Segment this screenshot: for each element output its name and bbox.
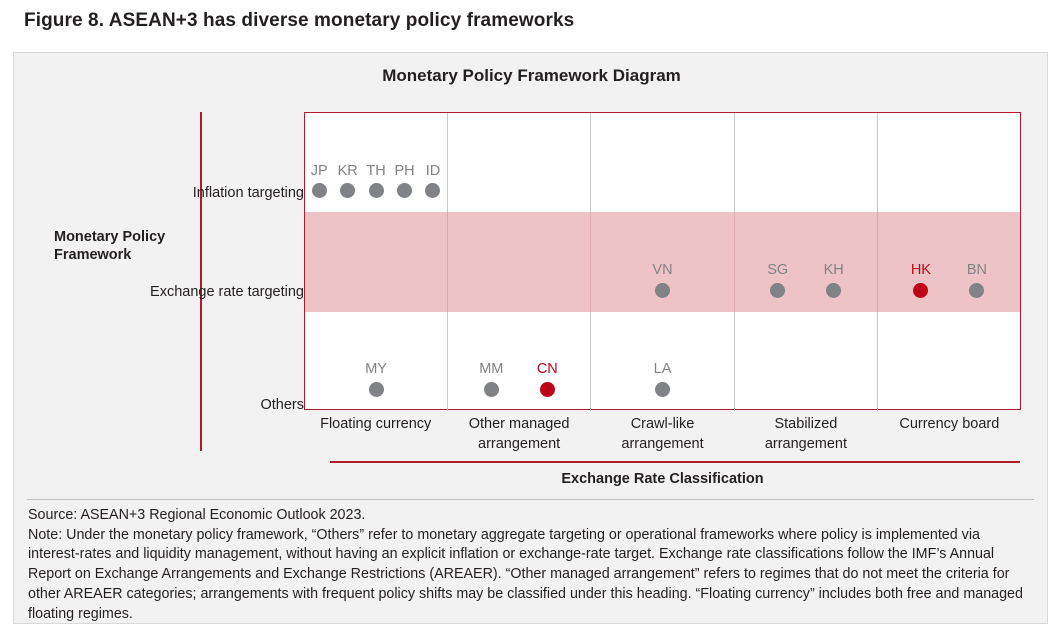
marker-group (448, 362, 590, 397)
x-category-crawl-like-arrangement: Crawl-like arrangement (621, 416, 704, 452)
marker-group (591, 263, 733, 298)
economy-label: SG (767, 262, 789, 279)
economy-dot-icon (969, 283, 984, 298)
economy-label: KR (337, 162, 358, 179)
source-note: Source: ASEAN+3 Regional Economic Outlook 2023. (28, 507, 366, 523)
cell-ert-floating (305, 212, 448, 311)
figure-title: Figure 8. ASEAN+3 has diverse monetary policy frameworks (24, 10, 575, 31)
cell-inflation-floating (305, 113, 448, 212)
economy-dot-icon (826, 283, 841, 298)
cell-others-other-managed (448, 312, 591, 411)
economy-dot-icon (655, 283, 670, 298)
economy-label: ID (425, 162, 441, 179)
marker-group (305, 164, 447, 199)
cell-inflation-other-managed (448, 113, 591, 212)
economy-marker (362, 164, 390, 199)
x-category-floating-currency: Floating currency (320, 416, 432, 432)
y-category-others: Others (260, 397, 304, 413)
economy-label: KH (823, 262, 844, 279)
x-category-other-managed-arrangement: Other managed arrangement (468, 416, 570, 452)
economy-marker (333, 164, 361, 199)
economy-label: VN (652, 262, 673, 279)
economy-label: TH (366, 162, 386, 179)
cell-others-stabilized (735, 312, 878, 411)
economy-marker (750, 263, 806, 298)
y-axis-title: Monetary Policy Framework (54, 229, 166, 264)
explanatory-note: Note: Under the monetary policy framework, “Others” refer to monetary aggregate targeting or operational frameworks where policy is implemented via interest-rates and liquidity management, without having an explicit inflation or exchange-rate target. Exchange rate classifications follow the IMF’s Annual Report on Exchange Arrangements and Exchange Restrictions (AREAER). “Other managed arrangement” refers to regimes that do not meet the criteria for other AREAER categories; arrangements with frequent policy shifts may be classified under this heading. “Floating currency” includes both free and managed floating regimes. (28, 526, 1023, 622)
economy-marker-highlighted (519, 362, 575, 397)
chart-panel (13, 52, 1048, 624)
x-category-stabilized-arrangement: Stabilized arrangement (764, 416, 848, 452)
economy-label: BN (966, 262, 987, 279)
cell-others-floating (305, 312, 448, 411)
cell-ert-crawl-like (591, 212, 734, 311)
economy-label: CN (536, 361, 558, 378)
x-axis-labels (304, 415, 1021, 454)
economy-marker (390, 164, 418, 199)
economy-marker (806, 263, 862, 298)
economy-marker (305, 164, 333, 199)
cell-inflation-currency-board (878, 113, 1020, 212)
marker-group (735, 263, 877, 298)
chart-title: Monetary Policy Framework Diagram (382, 66, 681, 85)
economy-dot-icon (425, 183, 440, 198)
economy-marker (635, 362, 691, 397)
chart-row-inflation-targeting (305, 113, 1020, 212)
economy-dot-icon (312, 183, 327, 198)
economy-label: MM (479, 361, 504, 378)
cell-others-crawl-like (591, 312, 734, 411)
economy-label: LA (653, 361, 672, 378)
chart-row-others (305, 312, 1020, 411)
economy-label: MY (365, 361, 387, 378)
x-axis-title: Exchange Rate Classification (561, 471, 764, 487)
economy-label: HK (910, 262, 931, 279)
economy-dot-icon (484, 382, 499, 397)
economy-label: JP (310, 162, 328, 179)
economy-label: PH (394, 162, 415, 179)
marker-group (305, 362, 447, 397)
x-category-currency-board: Currency board (899, 416, 1000, 432)
cell-inflation-crawl-like (591, 113, 734, 212)
footnotes (28, 499, 1033, 624)
economy-dot-icon (369, 183, 384, 198)
economy-marker (463, 362, 519, 397)
economy-marker-highlighted (893, 263, 949, 298)
marker-group (878, 263, 1020, 298)
economy-dot-icon (913, 283, 928, 298)
plot-area (304, 112, 1021, 410)
chart-row-exchange-rate-targeting (305, 212, 1020, 311)
y-category-inflation-targeting: Inflation targeting (192, 185, 304, 201)
y-category-exchange-rate-targeting: Exchange rate targeting (150, 284, 304, 300)
economy-marker (419, 164, 447, 199)
economy-marker (348, 362, 404, 397)
x-axis-line (330, 461, 1020, 463)
economy-dot-icon (369, 382, 384, 397)
cell-ert-currency-board (878, 212, 1020, 311)
cell-inflation-stabilized (735, 113, 878, 212)
economy-marker (635, 263, 691, 298)
notes-divider (27, 499, 1034, 500)
cell-ert-stabilized (735, 212, 878, 311)
economy-dot-icon (540, 382, 555, 397)
economy-marker (949, 263, 1005, 298)
economy-dot-icon (770, 283, 785, 298)
economy-dot-icon (340, 183, 355, 198)
cell-ert-other-managed (448, 212, 591, 311)
marker-group (591, 362, 733, 397)
cell-others-currency-board (878, 312, 1020, 411)
economy-dot-icon (655, 382, 670, 397)
economy-dot-icon (397, 183, 412, 198)
